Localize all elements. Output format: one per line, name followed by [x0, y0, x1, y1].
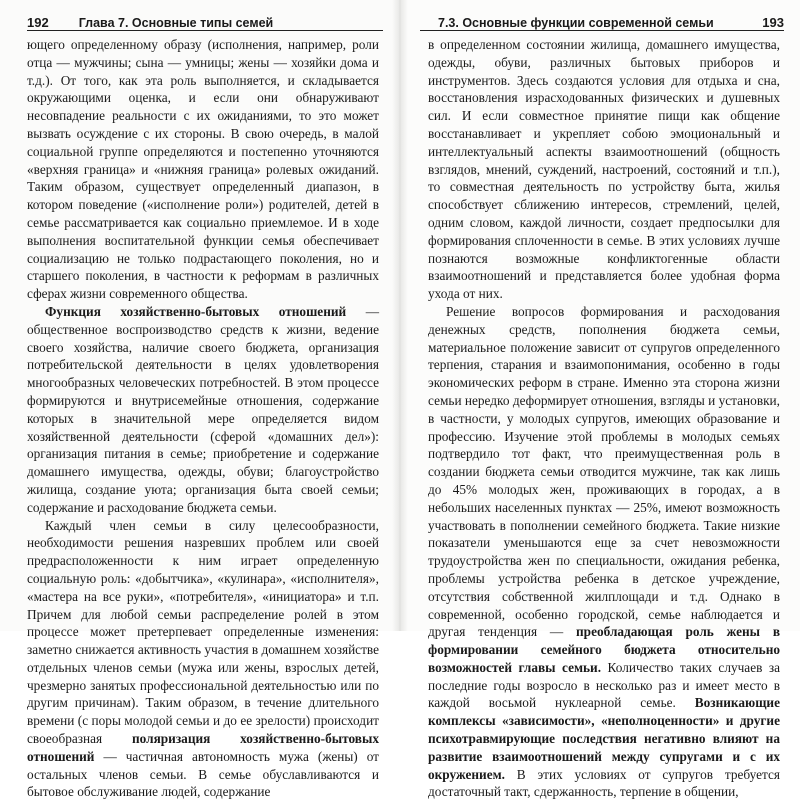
- paragraph: [27, 303, 379, 517]
- bold-term: поляризация хозяйственно-бытовых отношений: [27, 731, 379, 764]
- right-page: [400, 0, 800, 800]
- right-running-head: 7.3. Основные функции современной семьи: [438, 16, 714, 30]
- paragraph: [27, 36, 379, 303]
- text-segment: Решение вопросов формирования и расходования денежных средств, пополнения бюджета семьи, материальное положение зависит от супругов определенного терпения, старания и взаимопонимания, особенно в годы экономических реформ в стране. Именно эта сторона жизни семьи нередко деформирует отношения, взгляды и установки, в частности, у молодых супругов, имеющих образование и профессию. Изучение этой проблемы в молодых семьях подтвердило тот факт, что преимущественная роль в создании бюджета семьи отводится мужчине, так как лишь до 45% молодых жен, проживающих в городах, а в небольших населенных пунктах — 25%, имеют возможность участвовать в пополнении семейного бюджета. Такие низкие показатели уменьшаются еще за счет невозможности трудоустройства жен по специальности, ожидания ребенка, проблемы устройства ребенка в детское учреждение, отсутствия собственной жилплощади и т.д. Однако в современной, особенно городской, семье наблюдается и другая тенденция —: [428, 303, 780, 640]
- text-segment: ющего определенному образу (исполнения, например, роли отца — мужчины; сына — умницы; жены — хозяйки дома и т.д.). От того, как эта роль выполняется, и складывается окружающими оценка, и если они обнаруживают несовпадение реальности с их ожиданиями, то это может вызвать осуждение с их стороны. В свою очередь, в малой социальной группе определяются и постепенно уточняются «верхняя граница» и «нижняя граница» ролевых ожиданий. Таким образом, существует определенный диапазон, в котором поведение («исполнение роли») родителей, детей в семье рассматривается как социально приемлемое. И в ходе выполнения воспитательной функции семья обеспечивает социализацию не только подрастающего поколения, но и старшего поколения, в частности к реформам в различных сферах жизни современного общества.: [27, 37, 379, 302]
- left-page-header: [27, 6, 383, 31]
- text-segment: Каждый член семьи в силу целесообразности, необходимости решения назревших проблем или своей предрасположенности к ним играет определенную социальную роль: «добытчика», «кулинара», «исполнителя», «мастера на все руки», «потребителя», «инициатора» и т.п. Причем для любой семьи распределение ролей в этом процессе может претерпевает определенные изменения: заметно снижается активность участия в домашнем хозяйстве отдельных членов семьи (мужа или жены, взрослых детей, чрезмерно занятых профессиональной деятельностью или по другим причинам). Таким образом, в течение длительного времени (с поры молодой семьи и до ее зрелости) происходит своеобразная: [27, 517, 379, 747]
- left-running-head: Глава 7. Основные типы семей: [78, 16, 274, 30]
- left-page-number: 192: [27, 15, 49, 30]
- text-segment: В этих условиях от супругов требуется достаточный такт, сдержанность, терпение в общении,: [428, 766, 780, 800]
- right-page-header: [420, 6, 784, 31]
- text-segment: — общественное воспроизводство средств к жизни, ведение своего хозяйства, наличие своего бюджета, организация потребительской деятельности в целях удовлетворения многообразных человеческих потребностей. В этом процессе формируются и внутрисемейные отношения, содержание которых в значительной мере определяется видом хозяйственной деятельности (сферой «домашних дел»): организация питания в семье; приобретение и содержание домашнего имущества, одежды, обуви; благоустройство жилища, создание уюта; организация быта своей семьи; содержание и расходование бюджета семьи.: [27, 303, 379, 515]
- text-segment: в определенном состоянии жилища, домашнего имущества, одежды, обуви, различных бытовых приборов и инструментов. Здесь создаются условия для отдыха и сна, восстановления израсходованных физических и душевных сил. И если совместное принятие пищи как общение восстанавливает и укрепляет собою эмоциональный и интеллектуальный аспекты взаимоотношений (общность взглядов, мнений, суждений, настроений, состояний и т.п.), то совместная деятельность по устройству быта, жилья способствует сближению интересов, стремлений, целей, одним словом, каждой личности, создает предпосылки для формирования сплоченности в семье. В этих условиях лучше познаются возможные конфликтогенные области взаимоотношений и представляется более удобная форма ухода от них.: [428, 37, 780, 302]
- bold-term: преобладающая роль жены в формировании семейного бюджета относительно возможностей главы семьи.: [428, 624, 780, 675]
- left-page-text: [27, 36, 379, 801]
- right-page-text: [428, 36, 780, 801]
- text-segment: — частичная автономность мужа (жены) от остальных членов семьи. В семье: [27, 748, 379, 782]
- text-segment: Количество таких случаев за последние годы возросло в несколько раз и имеет место в каждой восьмой нуклеарной семье.: [428, 659, 781, 711]
- paragraph: [27, 517, 379, 801]
- book-gutter: [392, 0, 408, 631]
- right-page-number: 193: [762, 15, 784, 30]
- bold-term: Функция хозяйственно-бытовых отношений: [45, 303, 347, 319]
- text-segment: обуславливаются и бытовое обслуживание людей, содержание: [27, 766, 379, 800]
- left-page: [0, 0, 400, 800]
- paragraph: [428, 303, 780, 801]
- paragraph: [428, 36, 780, 303]
- bold-term: Возникающие комплексы «зависимости», «неполноценности» и другие психотравмирующие последствия негативно влияют на развитие взаимоотношений между супругами и с их окружением.: [428, 695, 780, 782]
